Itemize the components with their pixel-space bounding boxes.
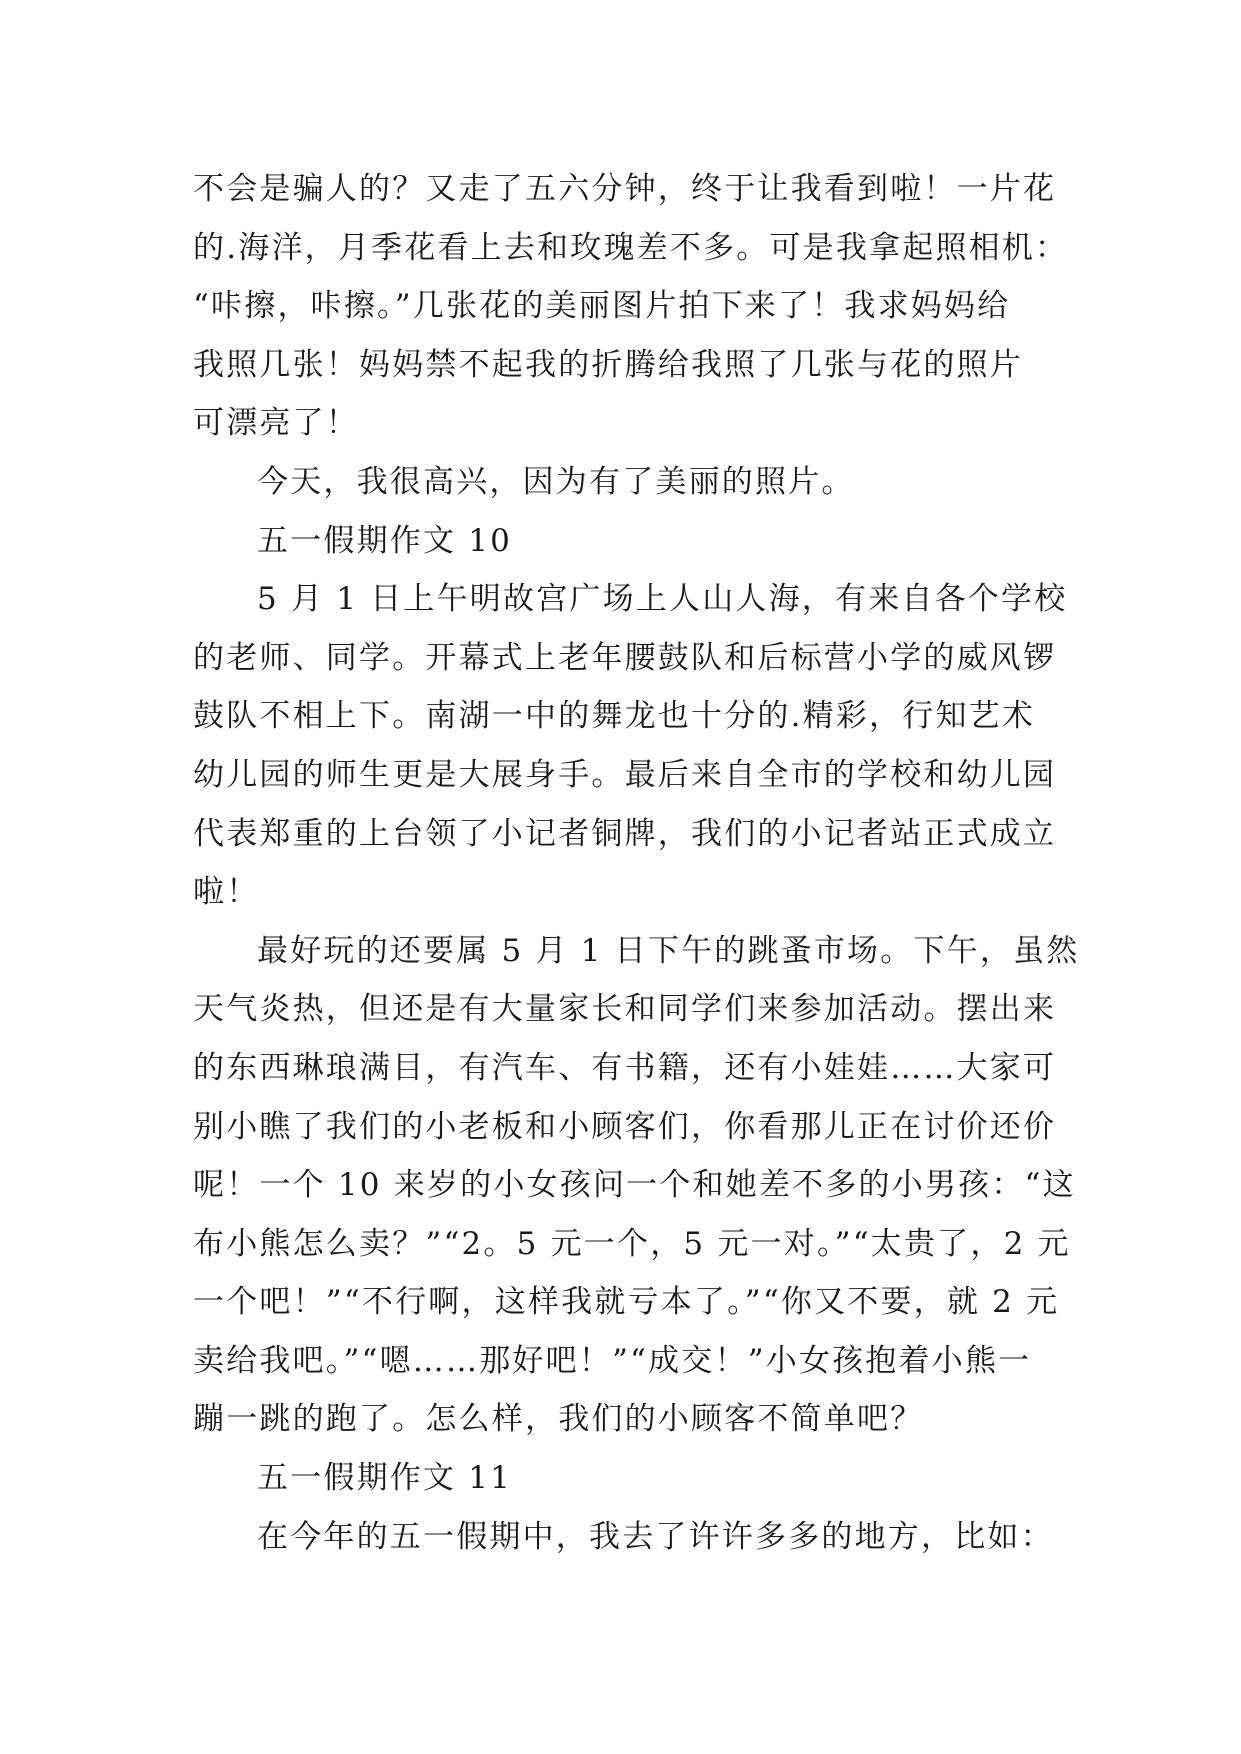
text-line: 布小熊怎么卖？”“2。5 元一个，5 元一对。”“太贵了，2 元 [193, 1225, 1071, 1262]
section-heading: 五一假期作文 11 [257, 1460, 513, 1497]
text-line: 代表郑重的上台领了小记者铜牌，我们的小记者站正式成立 [193, 815, 1057, 852]
text-line: 呢！一个 10 来岁的小女孩问一个和她差不多的小男孩：“这 [193, 1167, 1076, 1204]
text-line: 蹦一跳的跑了。怎么样，我们的小顾客不简单吧？ [193, 1401, 924, 1438]
text-line: “咔擦，咔擦。”几张花的美丽图片拍下来了！我求妈妈给 [193, 288, 1011, 325]
text-line: 的老师、同学。开幕式上老年腰鼓队和后标营小学的威风锣 [193, 639, 1057, 676]
text-line: 啦！ [193, 874, 260, 911]
section-heading: 五一假期作文 10 [257, 522, 513, 559]
text-line: 别小瞧了我们的小老板和小顾客们，你看那儿正在讨价还价 [193, 1108, 1057, 1145]
text-line: 一个吧！”“不行啊，这样我就亏本了。”“你又不要，就 2 元 [193, 1284, 1060, 1321]
text-line: 卖给我吧。”“嗯……那好吧！”“成交！”小女孩抱着小熊一 [193, 1342, 1032, 1379]
text-line: 在今年的五一假期中，我去了许许多多的地方，比如： [257, 1518, 1054, 1555]
text-line: 最好玩的还要属 5 月 1 日下午的跳蚤市场。下午，虽然 [257, 932, 1080, 969]
text-line: 我照几张！妈妈禁不起我的折腾给我照了几张与花的照片 [193, 346, 1023, 383]
text-line: 5 月 1 日上午明故宫广场上人山人海，有来自各个学校 [257, 581, 1068, 618]
text-line: 的.海洋，月季花看上去和玫瑰差不多。可是我拿起照相机： [193, 229, 1069, 266]
text-line: 天气炎热，但还是有大量家长和同学们来参加活动。摆出来 [193, 991, 1057, 1028]
text-line: 幼儿园的师生更是大展身手。最后来自全市的学校和幼儿园 [193, 756, 1057, 793]
document-body [193, 160, 1093, 1566]
text-line: 今天，我很高兴，因为有了美丽的照片。 [257, 463, 855, 500]
text-line: 可漂亮了！ [193, 405, 359, 442]
text-line: 不会是骗人的？又走了五六分钟，终于让我看到啦！一片花 [193, 171, 1057, 207]
text-line: 的东西琳琅满目，有汽车、有书籍，还有小娃娃……大家可 [193, 1049, 1057, 1086]
text-line: 鼓队不相上下。南湖一中的舞龙也十分的.精彩，行知艺术 [193, 698, 1036, 735]
